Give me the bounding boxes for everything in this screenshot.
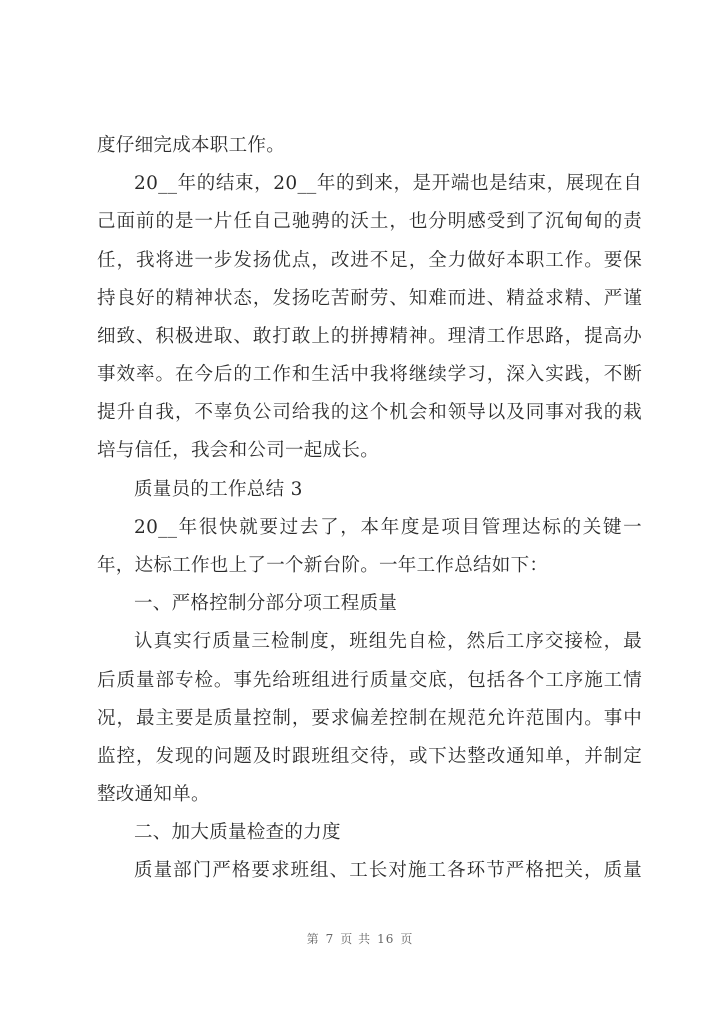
paragraph-line: 质量部门严格要求班组、工长对施工各环节严格把关，质量 (134, 860, 642, 881)
paragraph-line: 认真实行质量三检制度，班组先自检，然后工序交接检，最 (134, 631, 642, 652)
current-page-number: 7 (325, 932, 335, 946)
paragraph-line: 己面前的是一片任自己驰骋的沃土，也分明感受到了沉甸甸的责 (97, 211, 642, 232)
paragraph-line: 细致、积极进取、敢打敢上的拼搏精神。理清工作思路，提高办 (97, 326, 642, 347)
paragraph-line: 培与信任，我会和公司一起成长。 (97, 440, 380, 461)
subsection-heading: 二、加大质量检查的力度 (134, 822, 341, 843)
footer-suffix: 页 (400, 932, 414, 946)
paragraph-line: 监控，发现的问题及时跟班组交待，或下达整改通知单，并制定 (97, 746, 642, 767)
page-footer (0, 930, 720, 947)
paragraph-line: 年，达标工作也上了一个新台阶。一年工作总结如下： (97, 555, 549, 576)
total-pages-number: 16 (377, 932, 395, 946)
paragraph-line: 后质量部专检。事先给班组进行质量交底，包括各个工序施工情 (97, 670, 642, 691)
paragraph-line: 况，最主要是质量控制，要求偏差控制在规范允许范围内。事中 (97, 708, 642, 729)
footer-mid: 页 共 (340, 932, 372, 946)
paragraph-line: 提升自我，不辜负公司给我的这个机会和领导以及同事对我的栽 (97, 402, 642, 423)
paragraph-line: 持良好的精神状态，发扬吃苦耐劳、知难而进、精益求精、严谨 (97, 288, 642, 309)
paragraph-line: 整改通知单。 (97, 784, 210, 805)
paragraph-line: 20__年的结束，20__年的到来，是开端也是结束，展现在自 (134, 173, 642, 194)
section-heading: 质量员的工作总结 3 (134, 479, 303, 500)
paragraph-line: 事效率。在今后的工作和生活中我将继续学习，深入实践，不断 (97, 364, 642, 385)
paragraph-line: 度仔细完成本职工作。 (97, 135, 286, 156)
subsection-heading: 一、严格控制分部分项工程质量 (134, 593, 398, 614)
footer-prefix: 第 (306, 932, 320, 946)
paragraph-line: 任，我将进一步发扬优点，改进不足，全力做好本职工作。要保 (97, 250, 642, 271)
paragraph-line: 20__年很快就要过去了，本年度是项目管理达标的关键一 (134, 517, 642, 538)
